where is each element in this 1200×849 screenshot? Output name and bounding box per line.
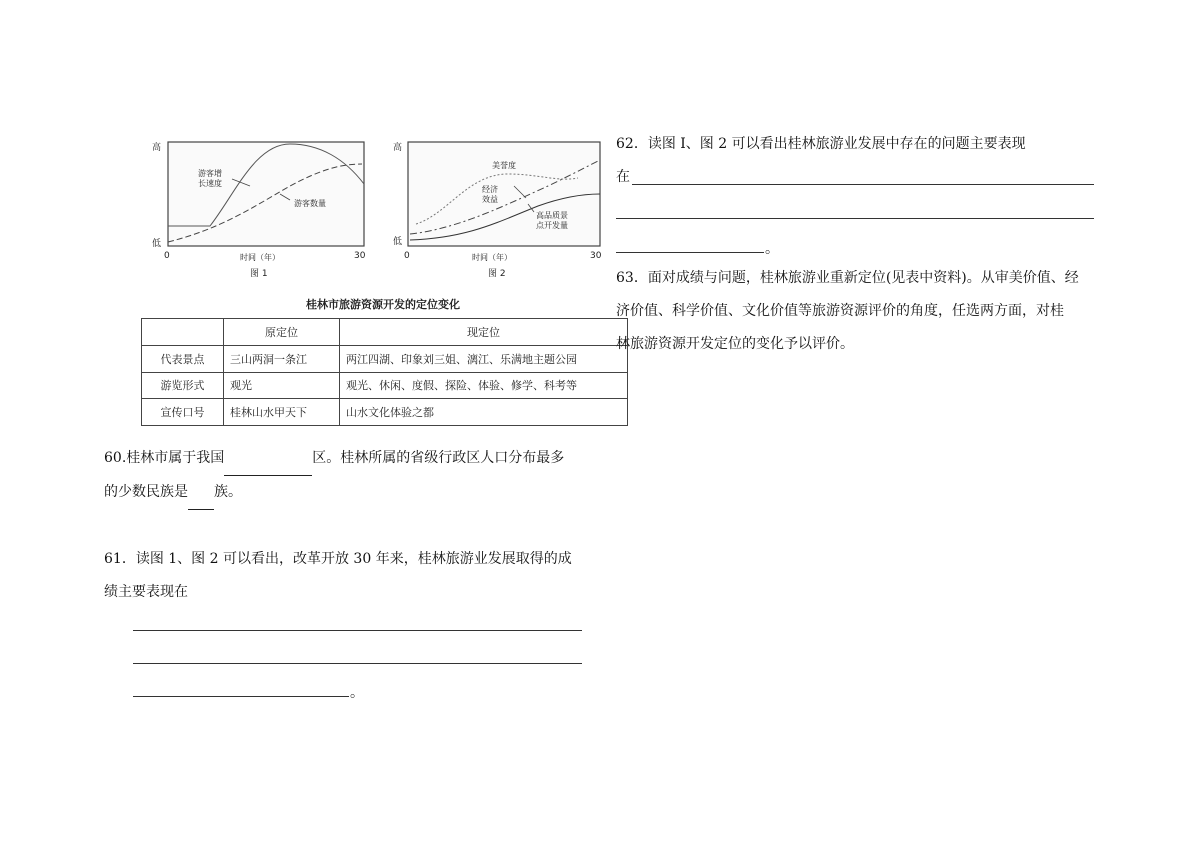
q60-text-c: 的少数民族是 bbox=[104, 484, 188, 500]
fig1-label-speed-1: 游客增 bbox=[198, 169, 222, 178]
cell-original: 观光 bbox=[224, 372, 340, 399]
fig1-label-speed-2: 长速度 bbox=[198, 179, 222, 188]
fig2-y-low: 低 bbox=[393, 237, 403, 247]
fig1-xlabel: 时间（年） bbox=[240, 253, 280, 262]
q63-line2: 济价值、科学价值、文化价值等旅游资源评价的角度，任选两方面，对桂 bbox=[616, 303, 1064, 319]
fig2-label-econ-1: 经济 bbox=[482, 185, 498, 194]
fig2-label-dev-2: 点开发量 bbox=[536, 221, 568, 230]
figure-1 bbox=[140, 134, 380, 284]
q62-line2: 在 bbox=[616, 169, 630, 185]
table-row bbox=[142, 345, 628, 372]
q60-text-a: 60.桂林市属于我国 bbox=[104, 450, 225, 466]
fig2-frame bbox=[408, 142, 600, 246]
row-label: 宣传口号 bbox=[142, 399, 224, 426]
table-header-row bbox=[142, 319, 628, 346]
q62-answer-line-2[interactable] bbox=[616, 218, 1094, 219]
figure-2 bbox=[388, 134, 616, 284]
q63-line1: 63．面对成绩与问题，桂林旅游业重新定位(见表中资料)。从审美价值、经 bbox=[616, 270, 1079, 286]
fig1-caption: 图 1 bbox=[250, 269, 268, 279]
q61-line1: 61．读图 1、图 2 可以看出，改革开放 30 年来，桂林旅游业发展取得的成 bbox=[104, 551, 572, 567]
fig2-x0: 0 bbox=[404, 251, 410, 261]
col-current: 现定位 bbox=[340, 319, 628, 346]
question-61 bbox=[104, 543, 604, 609]
question-60 bbox=[104, 442, 604, 510]
fig1-frame bbox=[168, 142, 364, 246]
question-63 bbox=[616, 262, 1106, 361]
fig1-x0: 0 bbox=[164, 251, 170, 261]
fig2-label-beauty: 美誉度 bbox=[492, 161, 516, 170]
table-title: 桂林市旅游资源开发的定位变化 bbox=[306, 298, 460, 311]
q61-answer-line-1[interactable] bbox=[133, 630, 582, 631]
cell-current: 山水文化体验之都 bbox=[340, 399, 628, 426]
fig2-xlabel: 时间（年） bbox=[472, 253, 512, 262]
q61-answer-line-2[interactable] bbox=[133, 663, 582, 664]
cell-current: 两江四湖、印象刘三姐、漓江、乐满地主题公园 bbox=[340, 345, 628, 372]
q62-end: 。 bbox=[765, 241, 779, 257]
fig1-y-high: 高 bbox=[152, 143, 162, 153]
q60-blank-region[interactable] bbox=[224, 442, 312, 476]
q61-end: 。 bbox=[350, 685, 364, 701]
q60-text-d: 族。 bbox=[214, 484, 242, 500]
cell-current: 观光、休闲、度假、探险、体验、修学、科考等 bbox=[340, 372, 628, 399]
q63-line3: 林旅游资源开发定位的变化予以评价。 bbox=[616, 336, 854, 352]
table-row bbox=[142, 399, 628, 426]
fig1-y-low: 低 bbox=[152, 239, 162, 249]
fig2-caption: 图 2 bbox=[488, 269, 506, 279]
fig2-label-dev-1: 高品质景 bbox=[536, 211, 568, 220]
table-row bbox=[142, 372, 628, 399]
cell-original: 桂林山水甲天下 bbox=[224, 399, 340, 426]
fig2-y-high: 高 bbox=[393, 143, 403, 153]
q61-line2: 绩主要表现在 bbox=[104, 584, 188, 600]
fig2-x30: 30 bbox=[590, 251, 602, 261]
fig1-x30: 30 bbox=[354, 251, 366, 261]
q60-blank-ethnic[interactable] bbox=[188, 476, 214, 510]
q62-line1: 62．读图 I、图 2 可以看出桂林旅游业发展中存在的问题主要表现 bbox=[616, 136, 1026, 152]
positioning-table bbox=[141, 318, 628, 426]
q61-answer-line-3[interactable] bbox=[133, 696, 349, 697]
row-label: 游览形式 bbox=[142, 372, 224, 399]
table-corner bbox=[142, 319, 224, 346]
fig2-label-econ-2: 效益 bbox=[482, 195, 498, 204]
col-original: 原定位 bbox=[224, 319, 340, 346]
q62-answer-line-3[interactable] bbox=[616, 252, 764, 253]
fig1-label-count: 游客数量 bbox=[294, 199, 326, 208]
q60-text-b: 区。桂林所属的省级行政区人口分布最多 bbox=[312, 450, 565, 466]
cell-original: 三山两洞一条江 bbox=[224, 345, 340, 372]
row-label: 代表景点 bbox=[142, 345, 224, 372]
q62-answer-line-1[interactable] bbox=[632, 184, 1094, 185]
